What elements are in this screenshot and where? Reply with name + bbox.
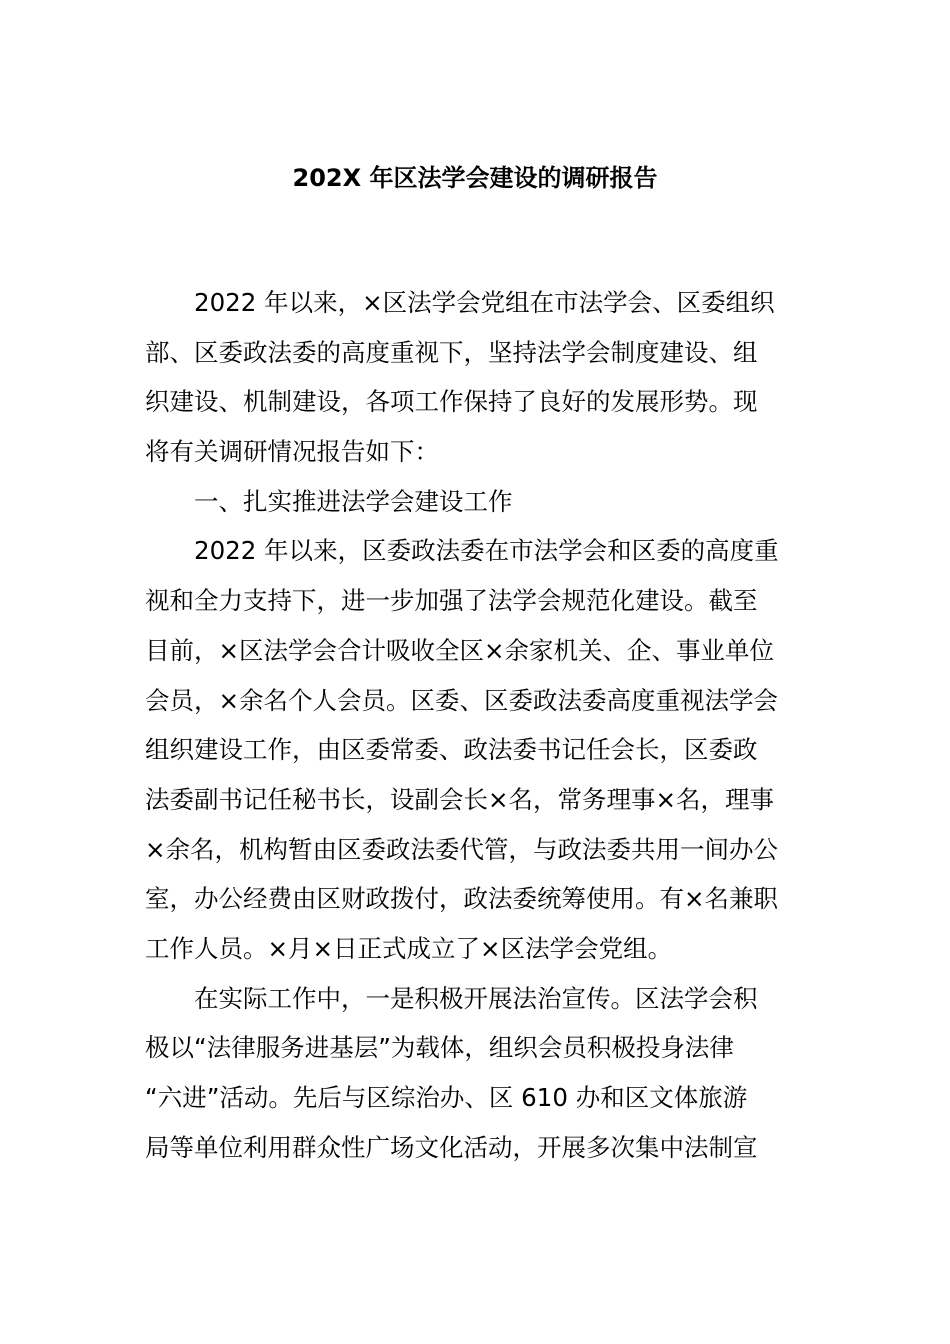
text-line: 极以“法律服务进基层”为载体，组织会员积极投身法律 <box>145 1033 734 1063</box>
text-line: 目前，×区法学会合计吸收全区×余家机关、企、事业单位 <box>145 635 775 665</box>
text-line: 视和全力支持下，进一步加强了法学会规范化建设。截至 <box>145 586 758 616</box>
text-line: 一、扎实推进法学会建设工作 <box>194 486 513 516</box>
text-line: 2022 年以来，区委政法委在市法学会和区委的高度重 <box>194 536 779 566</box>
text-line: 工作人员。×月×日正式成立了×区法学会党组。 <box>145 933 673 963</box>
text-line: 将有关调研情况报告如下： <box>145 437 439 467</box>
text-line: 2022 年以来，×区法学会党组在市法学会、区委组织 <box>194 288 775 317</box>
text-line: 在实际工作中，一是积极开展法治宣传。区法学会积 <box>194 983 758 1013</box>
text-line: 组织建设工作，由区委常委、政法委书记任会长，区委政 <box>145 735 758 765</box>
text-line: 部、区委政法委的高度重视下，坚持法学会制度建设、组 <box>145 337 758 367</box>
text-line: 织建设、机制建设，各项工作保持了良好的发展形势。现 <box>145 387 758 417</box>
document-body <box>145 278 805 1172</box>
text-line: 局等单位利用群众性广场文化活动，开展多次集中法制宣 <box>145 1132 758 1162</box>
document-title: 202X 年区法学会建设的调研报告 <box>292 164 658 192</box>
text-line: 法委副书记任秘书长，设副会长×名，常务理事×名，理事 <box>145 784 775 814</box>
text-line: 会员，×余名个人会员。区委、区委政法委高度重视法学会 <box>145 685 779 715</box>
text-line: 室，办公经费由区财政拨付，政法委统筹使用。有×名兼职 <box>145 884 779 914</box>
text-line: “六进”活动。先后与区综治办、区 610 办和区文体旅游 <box>145 1083 748 1112</box>
text-line: ×余名，机构暂由区委政法委代管，与政法委共用一间办公 <box>145 834 779 864</box>
